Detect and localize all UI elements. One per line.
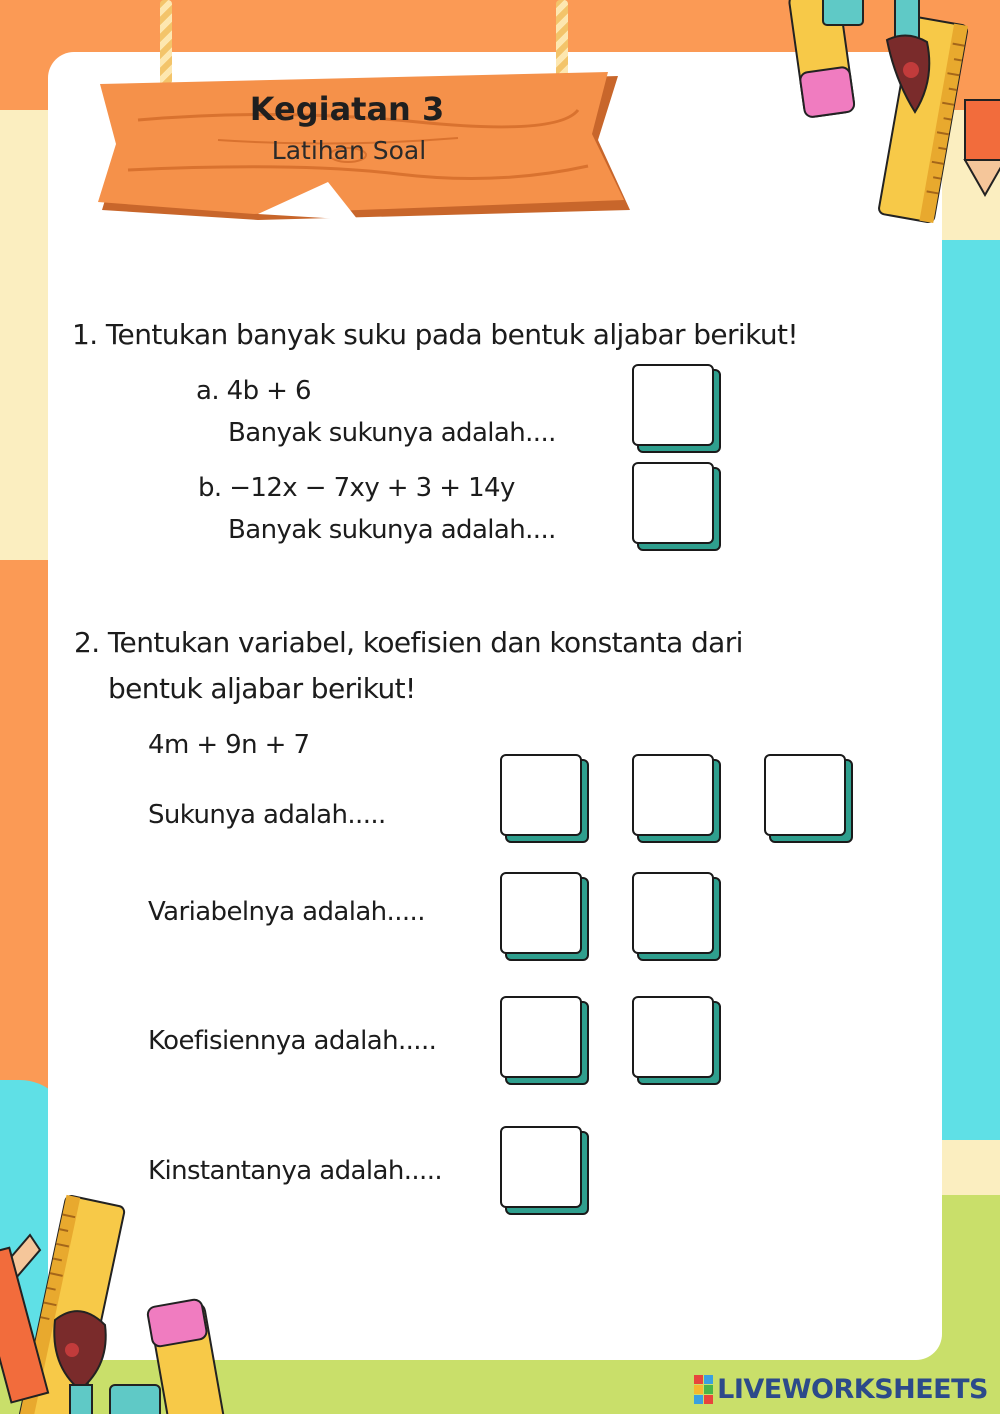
question-2-expression: 4m + 9n + 7 [148,730,310,760]
question-2-terms-label: Sukunya adalah..... [148,800,386,830]
question-2-constant-label: Kinstantanya adalah..... [148,1156,443,1186]
question-1-prompt: 1. Tentukan banyak suku pada bentuk aljabar berikut! [72,318,799,351]
question-2-prompt-line1: 2. Tentukan variabel, koefisien dan konstanta dari [74,626,743,659]
pencil-icon [965,100,1000,195]
stationery-top-right-icon [775,0,1000,230]
stationery-bottom-left-icon [0,1190,240,1414]
answer-box-term-1[interactable] [500,754,584,838]
question-2-prompt-line2: bentuk aljabar berikut! [108,672,416,705]
answer-box-term-2[interactable] [632,754,716,838]
answer-box-1b[interactable] [632,462,716,546]
answer-box-constant[interactable] [500,1126,584,1210]
answer-box-coefficient-1[interactable] [500,996,584,1080]
question-2-coefficients-label: Koefisiennya adalah..... [148,1026,437,1056]
question-1b-expression: b. −12x − 7xy + 3 + 14y [198,473,515,503]
page-subtitle: Latihan Soal [271,136,427,165]
liveworksheets-logo-icon [694,1375,713,1404]
question-1a-expression: a. 4b + 6 [196,376,311,406]
question-1a-answer-label: Banyak sukunya adalah.... [228,418,556,448]
footer-brand-text: LIVEWORKSHEETS [717,1373,988,1405]
answer-box-variable-2[interactable] [632,872,716,956]
answer-box-1a[interactable] [632,364,716,448]
answer-box-variable-1[interactable] [500,872,584,956]
paintbrush-icon [887,0,929,112]
footer-brand[interactable] [694,1372,988,1406]
question-1b-answer-label: Banyak sukunya adalah.... [228,515,556,545]
answer-box-coefficient-2[interactable] [632,996,716,1080]
header-wooden-sign [98,70,632,230]
answer-box-term-3[interactable] [764,754,848,838]
page-title: Kegiatan 3 [249,90,445,128]
question-2-variables-label: Variabelnya adalah..... [148,897,425,927]
